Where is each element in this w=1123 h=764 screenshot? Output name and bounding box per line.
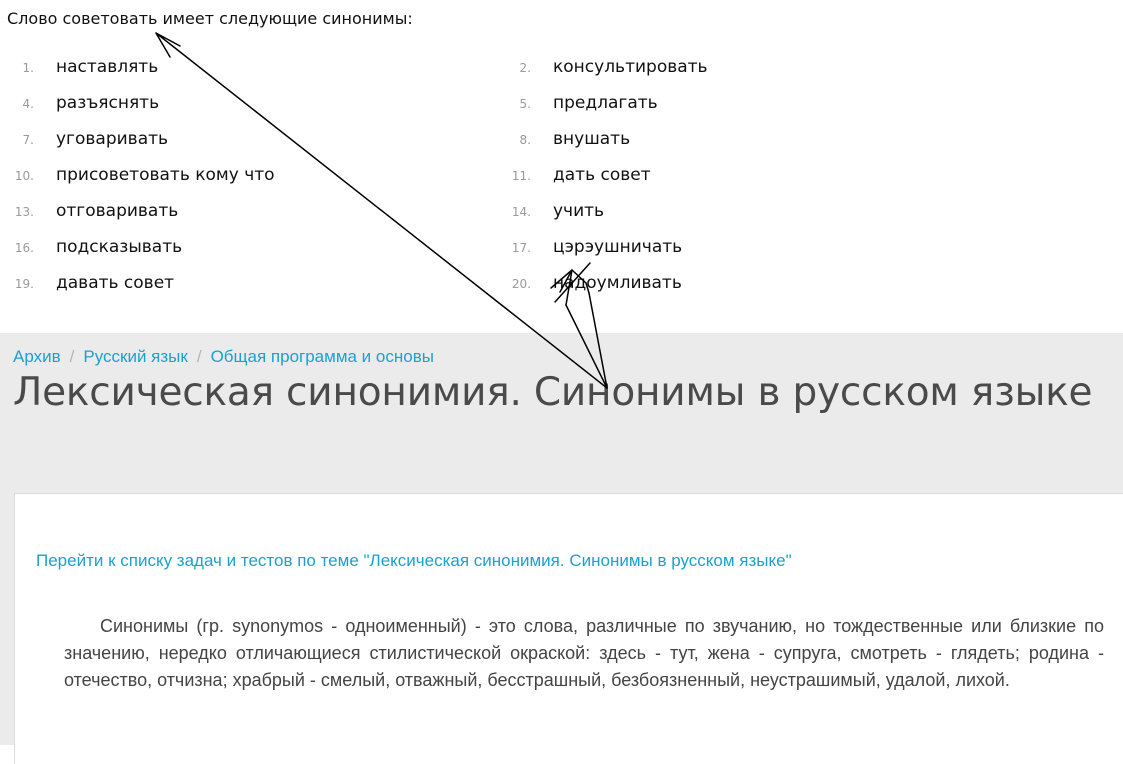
- item-word: цэрэушничать: [553, 237, 683, 257]
- item-word: предлагать: [553, 93, 658, 113]
- list-item: [497, 165, 651, 185]
- list-item: [497, 129, 630, 149]
- list-item: [497, 57, 708, 77]
- item-word: давать совет: [56, 273, 175, 293]
- breadcrumb-separator: /: [196, 347, 202, 366]
- item-word: отговаривать: [56, 201, 179, 221]
- breadcrumb-link-russian-language[interactable]: Русский язык: [83, 347, 188, 366]
- item-number: 10.: [14, 169, 34, 183]
- item-word: уговаривать: [56, 129, 169, 149]
- content-card: [14, 493, 1123, 764]
- list-item: [0, 237, 182, 257]
- list-item: [0, 201, 178, 221]
- article-panel: [0, 333, 1123, 745]
- list-item: [0, 129, 168, 149]
- article-paragraph: Синонимы (гр. synonymos - одноименный) - это слова, различные по звучанию, но тождественные или близкие по значению, нередко отличающиеся стилистической окраской: здесь - тут, жена - супруга, смотреть - глядеть; родина - отечество, отчизна; храбрый - смелый, отважный, бесстрашный, безбоязненный, неустрашимый, удалой, лихой.: [64, 616, 1104, 690]
- item-word: присоветовать кому что: [56, 165, 275, 185]
- item-number: 16.: [14, 241, 34, 255]
- item-number: 1.: [22, 61, 34, 75]
- item-word: консультировать: [553, 57, 708, 77]
- list-item: [0, 57, 158, 77]
- item-word: подсказывать: [56, 237, 183, 257]
- list-item: [0, 273, 174, 293]
- item-word: надоумливать: [553, 273, 682, 293]
- synonyms-section: [0, 0, 1123, 333]
- list-item: [497, 273, 682, 293]
- item-number: 8.: [519, 133, 531, 147]
- item-word: внушать: [553, 129, 631, 149]
- item-number: 7.: [22, 133, 34, 147]
- item-number: 19.: [14, 277, 34, 291]
- item-number: 14.: [511, 205, 531, 219]
- item-number: 5.: [519, 97, 531, 111]
- item-number: 13.: [14, 205, 34, 219]
- list-item: [0, 93, 159, 113]
- item-word: дать совет: [553, 165, 651, 185]
- breadcrumb-link-archive[interactable]: Архив: [13, 347, 61, 366]
- page-title: Лексическая синонимия. Синонимы в русском языке: [13, 370, 1093, 415]
- synonyms-intro: Слово советовать имеет следующие синонимы:: [7, 9, 413, 28]
- item-number: 2.: [519, 61, 531, 75]
- item-word: учить: [553, 201, 605, 221]
- list-item: [497, 93, 658, 113]
- tasks-link[interactable]: Перейти к списку задач и тестов по теме "Лексическая синонимия. Синонимы в русском языке": [36, 551, 792, 570]
- breadcrumb-link-general-program[interactable]: Общая программа и основы: [210, 347, 434, 366]
- item-word: разъяснять: [56, 93, 160, 113]
- list-item: [0, 165, 275, 185]
- breadcrumb: [13, 347, 434, 367]
- item-number: 20.: [511, 277, 531, 291]
- item-number: 17.: [511, 241, 531, 255]
- list-item: [497, 201, 604, 221]
- breadcrumb-separator: /: [69, 347, 75, 366]
- item-number: 4.: [22, 97, 34, 111]
- list-item: [497, 237, 682, 257]
- item-word: наставлять: [56, 57, 159, 77]
- item-number: 11.: [511, 169, 531, 183]
